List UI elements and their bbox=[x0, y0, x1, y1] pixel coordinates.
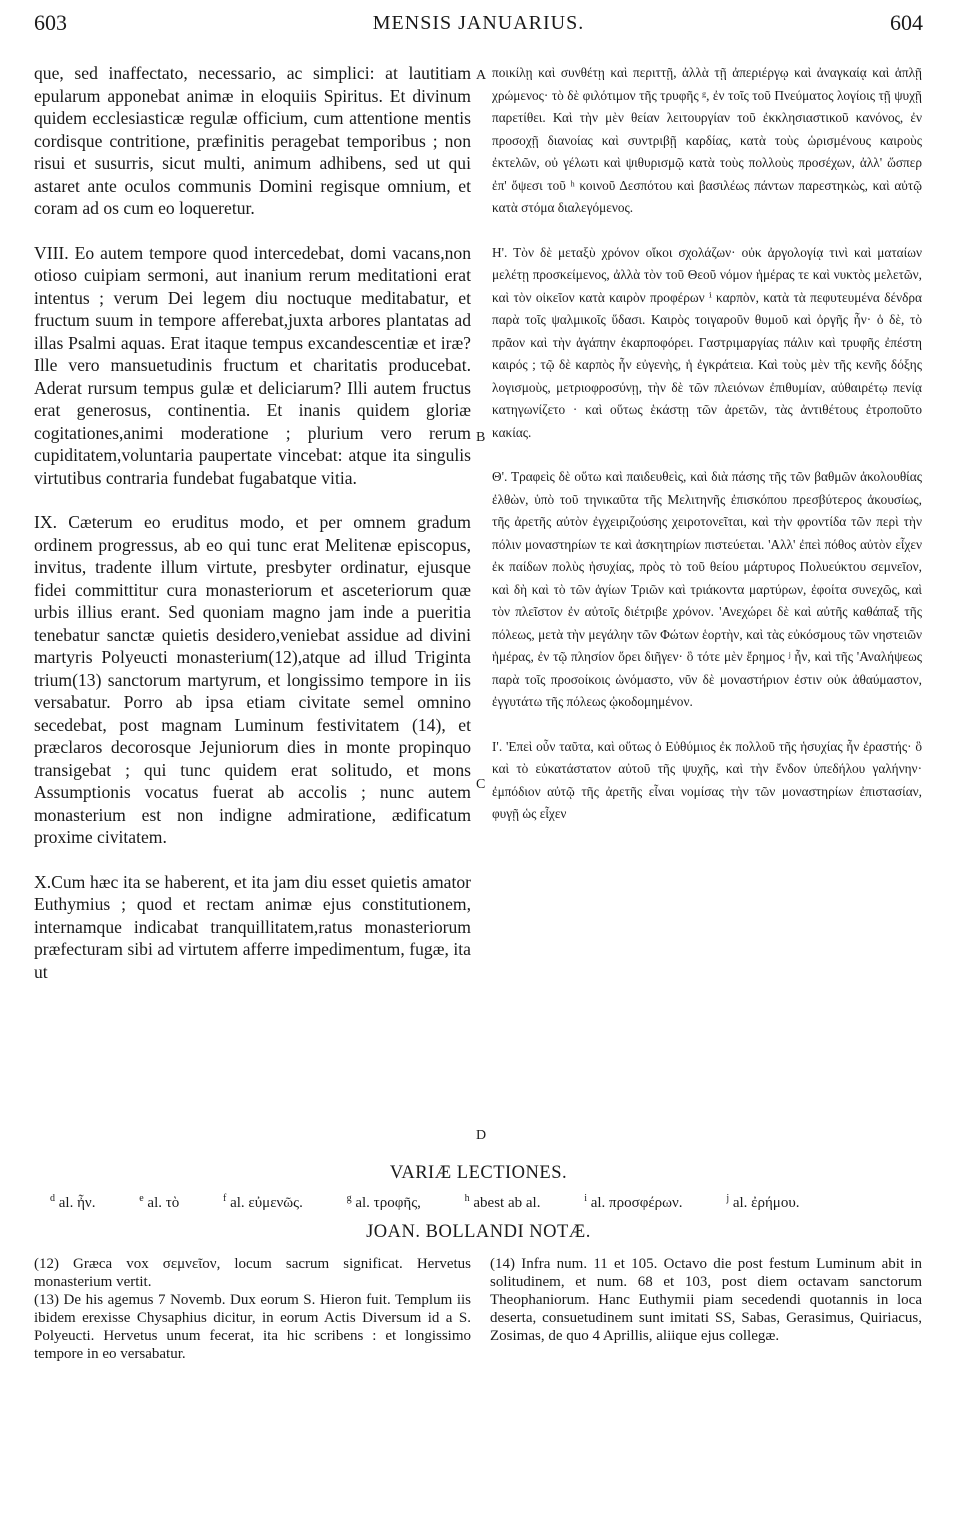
page-number-left: 603 bbox=[34, 10, 67, 35]
running-header bbox=[34, 10, 923, 40]
margin-letter: B bbox=[476, 430, 486, 445]
running-title: MENSIS JANUARIUS. bbox=[372, 12, 585, 34]
latin-paragraph: VIII. Eo autem tempore quod intercedebat, domi vacans,non otioso cuipiam sermoni, aut inanium rerum meditationi erat intentus ; verum Dei legem diu noctuque meditabatur, et fructum suum in tempore afferebat,juxta arbores plantatas ad illas Psalmi aquas. Erat itaque tempus excandescentiæ et iræ?Ille vero mansuetudinis fructum et charitatis producebat. Aderat rursum tempus gulæ et deliciarum? Illi autem fructus erat generosus, continentia. Et inanis quidem gloriæ cogitationes,animi moderatione ; plurium vero rerum cupiditatem,voluntaria paupertate vincebat: atque ita singulis virtutibus contraria fundebat fugabatque vitia. bbox=[34, 242, 471, 488]
variae-item: $^e$ al. τὸ bbox=[139, 1193, 180, 1211]
variae-item: $^d$ al. ἦν. bbox=[50, 1193, 96, 1211]
margin-letter: D bbox=[476, 1128, 487, 1143]
greek-paragraph: Ι'. 'Επεὶ οὖν ταῦτα, καὶ οὕτως ὁ Εὐθύμιος ἐκ πολλοῦ τῆς ἡσυχίας ἦν ἐραστής· ὃ καὶ τὸ εὐκατάστατον αὐτοῦ τῆς ψυχῆς, καὶ τὴν ἔνδον ὑπεδήλου γαλήνην· ἐμπόδιον αὐτῷ τῆς ἀρετῆς εἶναι νομίσας τὴν τῶν μοναστηρίων ἐπιστασίαν, φυγῇ ὡς εἶχεν bbox=[492, 738, 922, 821]
latin-column bbox=[34, 62, 471, 983]
latin-paragraph: que, sed inaffectato, necessario, ac simplici: at lautitiam epularum apponebat animæ in eloquiis Spiritus. Et divinum quidem ecclesiasticæ regulæ officium, cum attentione mentis cordisque contritione, præfinitis peragebat temporibus ; non risui et susurris, sicut multi, animum adhibens, sed ut qui astaret ante oculos communis Domini regisque omnium, et coram ad os cum eo loqueretur. bbox=[34, 63, 471, 218]
greek-paragraph: Θ'. Τραφεὶς δὲ οὕτω καὶ παιδευθεὶς, καὶ διὰ πάσης τῆς τῶν βαθμῶν ἀκολουθίας ἐλθὼν, ὑπὸ τοῦ τηνικαῦτα τῆς Μελιτηνῆς ἐπισκόπου πρεσβύτερος ἀκουσίως, τῆς ἀρετῆς αὐτὸν ἐγχειριζούσης χειροτονεῖται, καὶ τὴν φροντίδα τῶν περὶ τὴν πόλιν μοναστηρίων τε καὶ ἀσκητηρίων πιστεύεται. 'Αλλ' ἐπεὶ πόθος αὐτὸν εἶχεν ἐκ παίδων πολὺς ἡσυχίας, πρὸς τὸ τοῦ θείου μάρτυρος Πολυεύκτου σεμνεῖον, καὶ δὴ καὶ τὸ τῶν ἁγίων Τριῶν καὶ τριάκοντα μαρτύρων, ἐφοίτα συνεχῶς, καὶ τὸν πλεῖστον ἐν αὐτοῖς διέτριβε χρόνον. 'Ανεχώρει δὲ καὶ αὐτῆς καθάπαξ τῆς πόλεως, μετὰ τὴν μεγάλην τῶν Φώτων ἑορτὴν, καὶ τὰς εὐκόσμους τῶν νηστειῶν ἡμέρας, ἐν τῷ πλησίον ὄρει διῆγεν· ὃ τότε μὲν ἔρημος ʲ ἦν, καὶ τῆς 'Αναλήψεως παρὰ τοῖς προσοίκοις ὠνόμαστο, νῦν δὲ μοναστήριον ἐστιν οὐκ ἀθαύμαστον, ἐγγυτάτω τῆς πόλεως ᾠκοδομημένον. bbox=[492, 469, 922, 709]
footnote: (13) De his agemus 7 Novemb. Dux eorum S. Hieron fuit. Templum iis ibidem erexisse Chysaphius dicitur, in eorum Actis Diversum id a S. Polyeucti. Hervetus unum fecerat, ita hic scribens : et longissimo tempore in eo versabatur. bbox=[34, 1292, 471, 1362]
notes-title: JOAN. BOLLANDI NOTÆ. bbox=[366, 1222, 591, 1242]
greek-column bbox=[492, 62, 922, 826]
variae-title: VARIÆ LECTIONES. bbox=[389, 1163, 568, 1183]
footnote: (12) Græca vox σεμνεῖον, locum sacrum significat. Hervetus monasterium vertit. bbox=[34, 1256, 471, 1290]
greek-paragraph: Η'. Τὸν δὲ μεταξὺ χρόνον οἴκοι σχολάζων· οὐκ ἀργολογίᾳ τινὶ καὶ ματαίων μελέτῃ προσκείμενος, ἀλλὰ τὸν τοῦ Θεοῦ νόμον ἡμέρας τε καὶ νυκτὸς μελετῶν, καὶ τὸν οἰκεῖον κατὰ καιρὸν προφέρων ⁱ καρπὸν, κατὰ τὰ πεφυτευμένα δένδρα παρὰ τοῖς ψαλμικοῖς ὕδασι. Καιρὸς τοιγαροῦν θυμοῦ καὶ ὀργῆς ἦν· ὁ δὲ, τὸ πρᾶον καὶ τὴν ἀγάπην ἐκαρποφόρει. Γαστριμαργίας πάλιν καὶ τρυφῆς ἐπέστη καιρός ; τῷ δὲ καρπὸς ἦν εὐγενὴς, ἡ ἐγκράτεια. Καὶ τοὺς μὲν τῆς κενῆς δόξης λογισμοὺς, μετριοφροσύνῃ, τὴν δὲ τῶν πλειόνων ἐπιθυμίαν, αὐθαιρέτῳ πενίᾳ κατηγωνίζετο · καὶ οὕτως ἑκάστῃ τῶν ἀρετῶν, τὰς ἀντιθέτους ἐτροποῦτο κακίας. bbox=[492, 244, 922, 440]
variae-list bbox=[50, 1193, 917, 1212]
variae-item: $^h$ abest ab al. bbox=[464, 1193, 541, 1211]
notes-left-column bbox=[34, 1255, 471, 1363]
notes-right-column bbox=[490, 1255, 922, 1345]
footnote: (14) Infra num. 11 et 105. Octavo die post festum Luminum abit in solitudinem, et num. 68 et 103, post diem octavam sanctorum Theophaniorum. Hanc Euthymii piam secedendi quotannis in loca deserta, consuetudinem sunt imitati SS, Sabas, Gerasimus, Quiriacus, Zosimas, de quo 4 Aprillis, aliique ejus collegæ. bbox=[490, 1256, 922, 1344]
latin-paragraph: X.Cum hæc ita se haberent, et ita jam diu esset quietis amator Euthymius ; quod et rectam animæ ejus constitutionem, internamque indicabat tranquillitatem,ratus monasteriorum præfecturam sibi ad virtutem afferre impedimentum, fugæ, ita ut bbox=[34, 871, 471, 982]
margin-letter: A bbox=[476, 68, 487, 83]
variae-item: $^j$ al. ἐρήμου. bbox=[726, 1193, 800, 1211]
variae-item: $^i$ al. προσφέρων. bbox=[584, 1193, 683, 1211]
greek-paragraph: ποικίλῃ καὶ συνθέτῃ καὶ περιττῇ, ἀλλὰ τῇ ἀπεριέργῳ καὶ ἀναγκαίᾳ καὶ ἁπλῇ χρώμενος· τὸ δὲ φιλότιμον τῆς τρυφῆς ᵍ, ἐν τοῖς τοῦ Πνεύματος λογίοις τῇ ψυχῇ παρετίθει. Καὶ τὴν μὲν θείαν λειτουργίαν τοῦ ἐκκλησιαστικοῦ κανόνος, ἐν προσοχῇ διανοίας καὶ συντριβῇ καρδίας, κατὰ τοὺς ὡρισμένους καιροὺς ἐκτελῶν, οὐ γέλωτι καὶ ψιθυρισμῷ κατὰ τοὺς πολλοὺς προσέχων, ἀλλ' ὥσπερ ἐπ' ὄψεσι τοῦ ʰ κοινοῦ Δεσπότου καὶ βασιλέως πάντων παρεστηκὼς, καὶ αὐτῷ κατὰ στόμα διαλεγόμενος. bbox=[492, 65, 922, 215]
variae-item: $^g$ al. τροφῆς, bbox=[346, 1193, 421, 1211]
margin-letter: C bbox=[476, 777, 486, 792]
latin-paragraph: IX. Cæterum eo eruditus modo, et per omnem gradum ordinem progressus, ab eo qui tunc erat Melitenæ episcopus, invitus, tradente illum virtute, presbyter ordinatur, ejusque fidei committitur cura monasteriorum et asceteriorum quæ urbis illius erant. Sed quoniam magno jam inde a pueritia tenebatur sanctæ quietis desidero,veniebat assidue ad divini martyris Polyeucti monasterium(12),atque ad illud Triginta trium(13) sanctorum martyrum, et longissimo tempore in iis versabatur. Porro ab ipsa etiam civitate semel omnino secedebat, post magnam Luminum festivitatem (14), et præclaros decorosque Jejuniorum dies in monte propinquo transigebat ; qui tunc quidem erat solitudo, et mons Assumptionis vocatus fuerat ab accolis ; nunc autem monasterium est non indigne admiratione, ædificatum proxime civitatem. bbox=[34, 512, 471, 847]
variae-item: $^f$ al. εὐμενῶς. bbox=[223, 1193, 303, 1211]
page-number-right: 604 bbox=[890, 10, 923, 35]
